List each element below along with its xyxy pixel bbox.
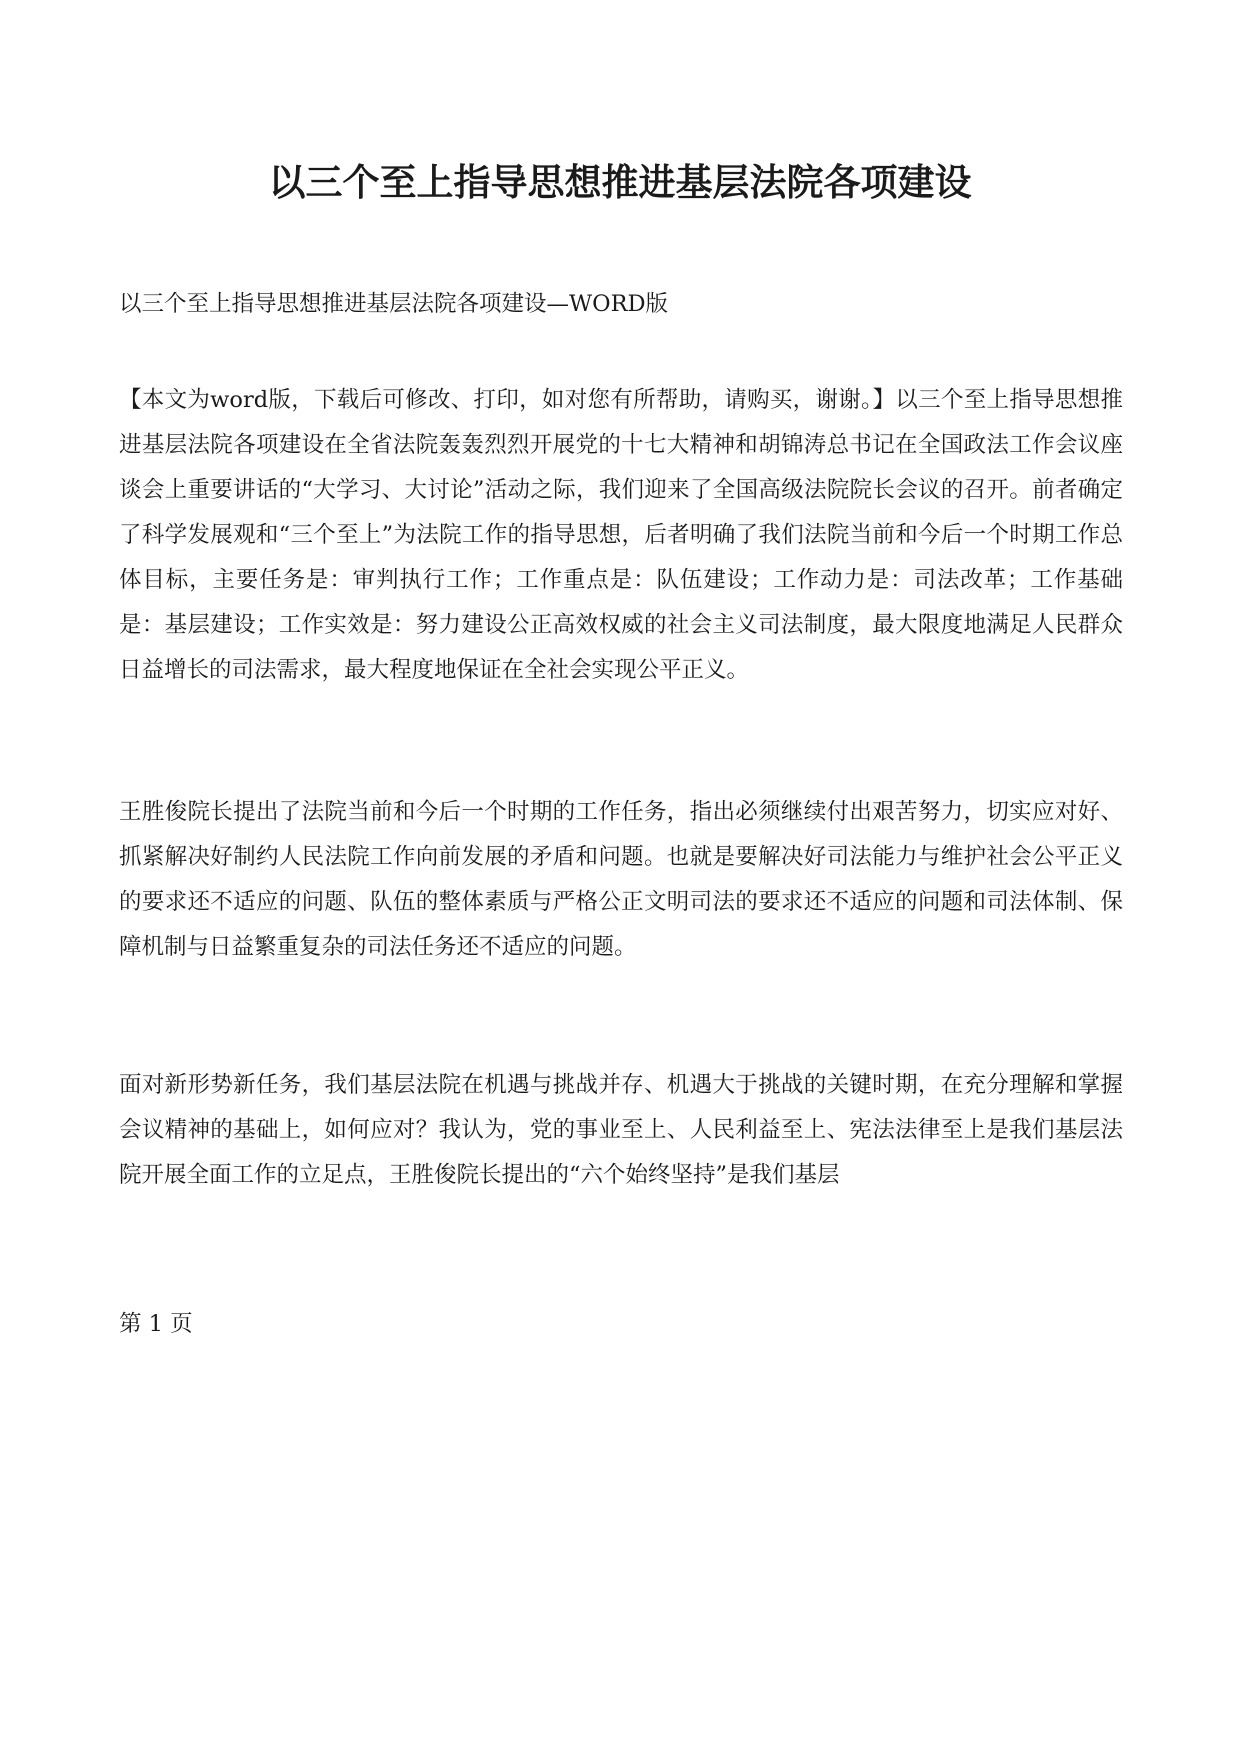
paragraph-2: 王胜俊院长提出了法院当前和今后一个时期的工作任务，指出必须继续付出艰苦努力，切实应对好、抓紧解决好制约人民法院工作向前发展的矛盾和问题。也就是要解决好司法能力与维护社会公平正义的要求还不适应的问题、队伍的整体素质与严格公正文明司法的要求还不适应的问题和司法体制、保障机制与日益繁重复杂的司法任务还不适应的问题。 xyxy=(119,799,1123,960)
document-title: 以三个至上指导思想推进基层法院各项建设 xyxy=(268,160,972,204)
page-number: 第 1 页 xyxy=(119,1311,193,1337)
paragraph-1: 【本文为word版，下载后可修改、打印，如对您有所帮助，请购买，谢谢。】以三个至上指导思想推进基层法院各项建设在全省法院轰轰烈烈开展党的十七大精神和胡锦涛总书记在全国政法工作会议座谈会上重要讲话的“大学习、大讨论”活动之际，我们迎来了全国高级法院院长会议的召开。前者确定了科学发展观和“三个至上”为法院工作的指导思想，后者明确了我们法院当前和今后一个时期工作总体目标，主要任务是：审判执行工作；工作重点是：队伍建设；工作动力是：司法改革；工作基础是：基层建设；工作实效是：努力建设公正高效权威的社会主义司法制度，最大限度地满足人民群众日益增长的司法需求，最大程度地保证在全社会实现公平正义。 xyxy=(119,387,1123,683)
paragraph-3: 面对新形势新任务，我们基层法院在机遇与挑战并存、机遇大于挑战的关键时期，在充分理解和掌握会议精神的基础上，如何应对？我认为，党的事业至上、人民利益至上、宪法法律至上是我们基层法院开展全面工作的立足点，王胜俊院长提出的“六个始终坚持”是我们基层 xyxy=(119,1072,1123,1188)
document-subtitle: 以三个至上指导思想推进基层法院各项建设—WORD版 xyxy=(119,291,669,317)
